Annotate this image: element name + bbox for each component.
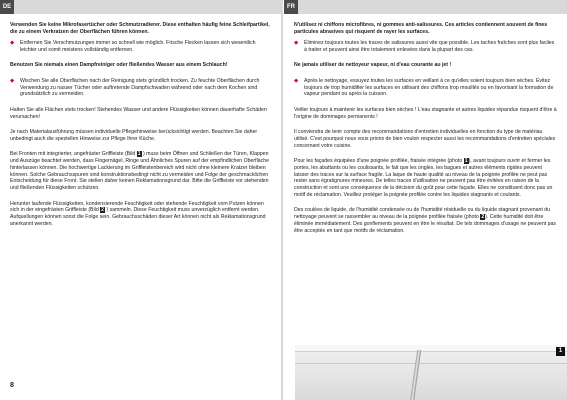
paragraph-moisture: Herunter laufende Flüssigkeiten, kondensierende Feuchtigkeit oder stehende Feuchtigkeit vom Putzen können sich in der eingefrästen Griffleiste (Bild 2 ) sammeln. Diese Feuchtigkeit muss unverzüglich entfernt werden. Aufquellungen können sonst die Folge sein. Gebrauchsschäden dieser Art können nicht als Reklamationsgrund anerkannt werden. xyxy=(10,200,266,227)
countertop-edge xyxy=(295,345,567,352)
paragraph-moisture: Des coulées de liquide, de l'humidité condensée ou de l'humidité résiduelle ou du liquide stagnant provenant du nettoyage peuvent se rassembler au niveau de la poignée profilée fraisée (photo 2). Cette humidité doit être éliminée immédiatement. Des gonflements peuvent en être le résultat. De tels dommages d'usage ne peuvent pas être acceptés en tant que motifs de réclamation. xyxy=(294,207,556,234)
paragraph-keep-dry: Halten Sie alle Flächen stets trocken! Stehendes Wasser und andere Flüssigkeiten können dauerhafte Schäden verursachen! xyxy=(10,106,267,120)
integrated-handle xyxy=(409,350,421,400)
column-german xyxy=(0,0,282,400)
paragraph-warning-microfiber: N'utilisez ni chiffons microfibres, ni gommes anti-salissures. Ces articles contiennent souvent de fines particules abrasives qui risquent de rayer les surfaces. xyxy=(294,22,548,35)
paragraph-keep-dry: Veiller toujours à maintenir les surfaces bien sèches ! L'eau stagnante et autres liquides répandus risquent d'être à l'origine de dommages permanents ! xyxy=(294,106,557,120)
image-reference: 2 xyxy=(481,214,485,221)
bullet-remove-stains: ◆ Éliminez toujours toutes les traces de salissures aussi vite que possible. Les taches fraîches sont plus faciles à traiter et peuvent ainsi être totalement enlevées dans la plupart des cas. xyxy=(294,40,555,53)
bullet-diamond-icon: ◆ xyxy=(294,40,299,47)
paragraph-warning-microfiber: Verwenden Sie keine Mikrofasertücher oder Schmutzradierer. Diese enthalten häufig feine Schleifpartikel, die zu einem Verkratzen der Oberflächen führen können. xyxy=(10,22,270,35)
bullet-remove-stains: ◆ Entfernen Sie Verschmutzungen immer so schnell wie möglich. Frische Flecken lassen sich wesentlich leichter und somit meistens vollständig entfernen. xyxy=(10,40,256,53)
column-french xyxy=(284,0,567,400)
french-text xyxy=(294,22,557,239)
photo-number-badge: 1 xyxy=(556,347,565,356)
column-divider xyxy=(281,0,283,400)
image-reference: 2 xyxy=(101,207,104,214)
header-bar xyxy=(0,0,282,14)
bullet-wipe-dry: ◆ Après le nettoyage, essuyez toutes les surfaces en veillant à ce qu'elles soient toujours bien sèches. Évitez toujours de trop humidifier les surfaces en utilisant des chiffons trop mouillés ou en favorisant la formation de vapeur pendant ou après la cuisson. xyxy=(294,77,554,98)
bullet-diamond-icon: ◆ xyxy=(294,77,299,84)
paragraph-handle-strip: Bei Fronten mit integrierter, angefräster Griffleiste (Bild 1 ) muss beim Öffnen und Schließen der Türen, Klappen und Auszüge beachtet werden, dass Fingernägel, Ringe und Ähnliches Spuren auf der empfindlichen Oberfläche hinterlassen können. Die hochwertige Lackierung im Griffleistenbereich wird nicht ohne kleinere Kratzer bleiben können. Solche Gebrauchsspuren sind konstruktionsbedingt nicht zu vermeiden und Folge der geschmacklichen Entscheidung für diese Front. Sie stellen daher keinen Reklamationsgrund dar. Bitte die Griffleiste vor stehenden und fließenden Flüssigkeiten schützen. xyxy=(10,151,269,192)
photo-handle-strip xyxy=(295,345,567,400)
language-badge-de: DE xyxy=(0,0,14,14)
german-text xyxy=(10,22,272,232)
paragraph-handle-strip: Pour les façades équipées d'une poignée profilée, fraisée intégrée (photo 1), avant toujours ouvrir et fermer les portes, les abattants ou les coulissants, le fait que les ongles, les bagues et autres éléments rigides peuvent laisser des traces sur la surface fragile. La laque de haute qualité au niveau de la poignée profilée ne peut pas rester sans égratignures mineures. De telles traces d'utilisation ne peuvent pas être évitées en raison de la construction et sont une conséquence de la décision du goût pour cette façade. Elles ne constituent donc pas un motif de réclamation. Veuillez protéger la poignée profilée contre les liquides stagnants et coulants. xyxy=(294,157,553,198)
language-badge-fr: FR xyxy=(284,0,298,14)
paragraph-warning-steam: Ne jamais utiliser de nettoyeur vapeur, ni d'eau courante au jet ! xyxy=(294,62,452,69)
page-number: 8 xyxy=(10,382,14,389)
paragraph-warning-steam: Benutzen Sie niemals einen Dampfreiniger oder fließendes Wasser aus einem Schlauch! xyxy=(10,62,228,69)
bullet-wipe-dry: ◆ Wischen Sie alle Oberflächen nach der Reinigung stets gründlich trocken. Zu feuchte Oberflächen durch Verwendung zu nasser Tücher oder auftretende Dampfschwaden während oder nach dem Kochen sind grundsätzlich zu vermeiden. xyxy=(10,77,260,98)
header-bar xyxy=(284,0,567,14)
bullet-diamond-icon: ◆ xyxy=(10,77,15,84)
image-reference: 1 xyxy=(464,157,468,164)
bullet-diamond-icon: ◆ xyxy=(10,40,15,47)
handle-groove xyxy=(295,363,567,364)
paragraph-material-care: Je nach Materialausführung müssen individuelle Pflegehinweise berücksichtigt werden. Beachten Sie daher unbedingt auch die speziellen Hinweise zur Pflege Ihrer Küche. xyxy=(10,128,258,142)
paragraph-material-care: Il conviendra de tenir compte des recommandations d'entretien individuelles en fonction du type de matériau utilisé. C'est pourquoi nous vous prions de bien vouloir respecter aussi les recommandations d'entretien spéciales concernant votre cuisine. xyxy=(294,128,556,149)
image-reference: 1 xyxy=(137,151,141,158)
